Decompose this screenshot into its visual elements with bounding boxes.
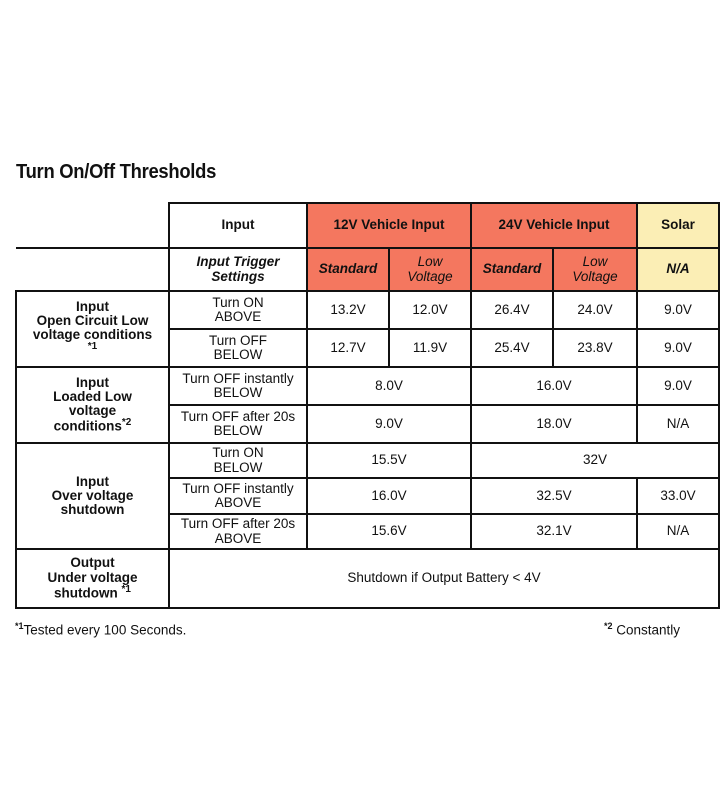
value-cell: N/A — [637, 514, 719, 549]
value-cell: 9.0V — [307, 405, 471, 443]
subheader-12v-low — [389, 248, 471, 291]
trigger-line1: Input Trigger — [196, 254, 280, 270]
trigger-line2: Settings — [211, 268, 265, 284]
subheader-24v-standard: Standard — [471, 248, 553, 291]
subheader-row — [16, 248, 719, 291]
trigger-cell: Turn OFF instantly ABOVE — [169, 478, 307, 514]
trigger-cell: Turn ON ABOVE — [169, 291, 307, 329]
trigger-cell: Turn OFF BELOW — [169, 329, 307, 367]
page-title: Turn On/Off Thresholds — [16, 161, 217, 183]
value-cell: 32V — [471, 443, 719, 478]
value-cell: 32.1V — [471, 514, 637, 549]
footnote-mark: *1 — [15, 621, 24, 631]
footnote-text: Tested every 100 Seconds. — [23, 622, 187, 638]
group-label-output-under-voltage: Output Under voltage shutdown $^{*1}$ — [16, 549, 169, 608]
value-cell: 12.7V — [307, 329, 389, 367]
value-cell: 9.0V — [637, 367, 719, 405]
footnote-mark: *2 — [604, 621, 613, 631]
group-label-open-circuit: Input Open Circuit Low voltage conditions $^{*1}$ — [16, 291, 169, 367]
table-row — [16, 367, 719, 405]
group-label-loaded-low: Input Loaded Low voltage conditions$^{*2}$ — [16, 367, 169, 443]
value-cell: 24.0V — [553, 291, 637, 329]
value-cell: 11.9V — [389, 329, 471, 367]
low-line2: Voltage — [572, 268, 618, 284]
header-row — [16, 203, 719, 248]
table-row — [16, 443, 719, 478]
thresholds-table — [15, 202, 720, 609]
input-trigger-settings — [169, 248, 307, 291]
subheader-12v-standard: Standard — [307, 248, 389, 291]
trigger-cell: Turn OFF after 20s ABOVE — [169, 514, 307, 549]
value-cell: 12.0V — [389, 291, 471, 329]
subheader-24v-low — [553, 248, 637, 291]
low-line1: Low — [417, 254, 443, 270]
header-12v: 12V Vehicle Input — [307, 203, 471, 248]
footnote-ref: *2 — [121, 417, 132, 429]
value-cell: 26.4V — [471, 291, 553, 329]
low-line2: Voltage — [407, 268, 453, 284]
header-input: Input — [169, 203, 307, 248]
value-cell: 9.0V — [637, 329, 719, 367]
footnote-ref: *1 — [87, 341, 98, 353]
value-cell: 8.0V — [307, 367, 471, 405]
table-row — [16, 549, 719, 608]
footnote-left — [15, 621, 186, 638]
value-cell: 25.4V — [471, 329, 553, 367]
footnote-right — [604, 621, 680, 638]
value-cell: N/A — [637, 405, 719, 443]
corner-blank-2 — [16, 248, 169, 291]
output-shutdown-cell: Shutdown if Output Battery < 4V — [169, 549, 719, 608]
value-cell: 16.0V — [307, 478, 471, 514]
value-cell: 23.8V — [553, 329, 637, 367]
group-label-over-voltage: Input Over voltage shutdown — [16, 443, 169, 549]
value-cell: 15.5V — [307, 443, 471, 478]
header-solar: Solar — [637, 203, 719, 248]
value-cell: 33.0V — [637, 478, 719, 514]
value-cell: 15.6V — [307, 514, 471, 549]
value-cell: 9.0V — [637, 291, 719, 329]
trigger-cell: Turn OFF after 20s BELOW — [169, 405, 307, 443]
value-cell: 13.2V — [307, 291, 389, 329]
value-cell: 32.5V — [471, 478, 637, 514]
value-cell: 18.0V — [471, 405, 637, 443]
corner-blank — [16, 203, 169, 248]
footnote-ref: *1 — [121, 583, 131, 595]
trigger-cell: Turn ON BELOW — [169, 443, 307, 478]
trigger-cell: Turn OFF instantly BELOW — [169, 367, 307, 405]
low-line1: Low — [582, 254, 608, 270]
footnote-text: Constantly — [612, 622, 681, 638]
header-24v: 24V Vehicle Input — [471, 203, 637, 248]
table-row — [16, 291, 719, 329]
subheader-solar-na: N/A — [637, 248, 719, 291]
value-cell: 16.0V — [471, 367, 637, 405]
